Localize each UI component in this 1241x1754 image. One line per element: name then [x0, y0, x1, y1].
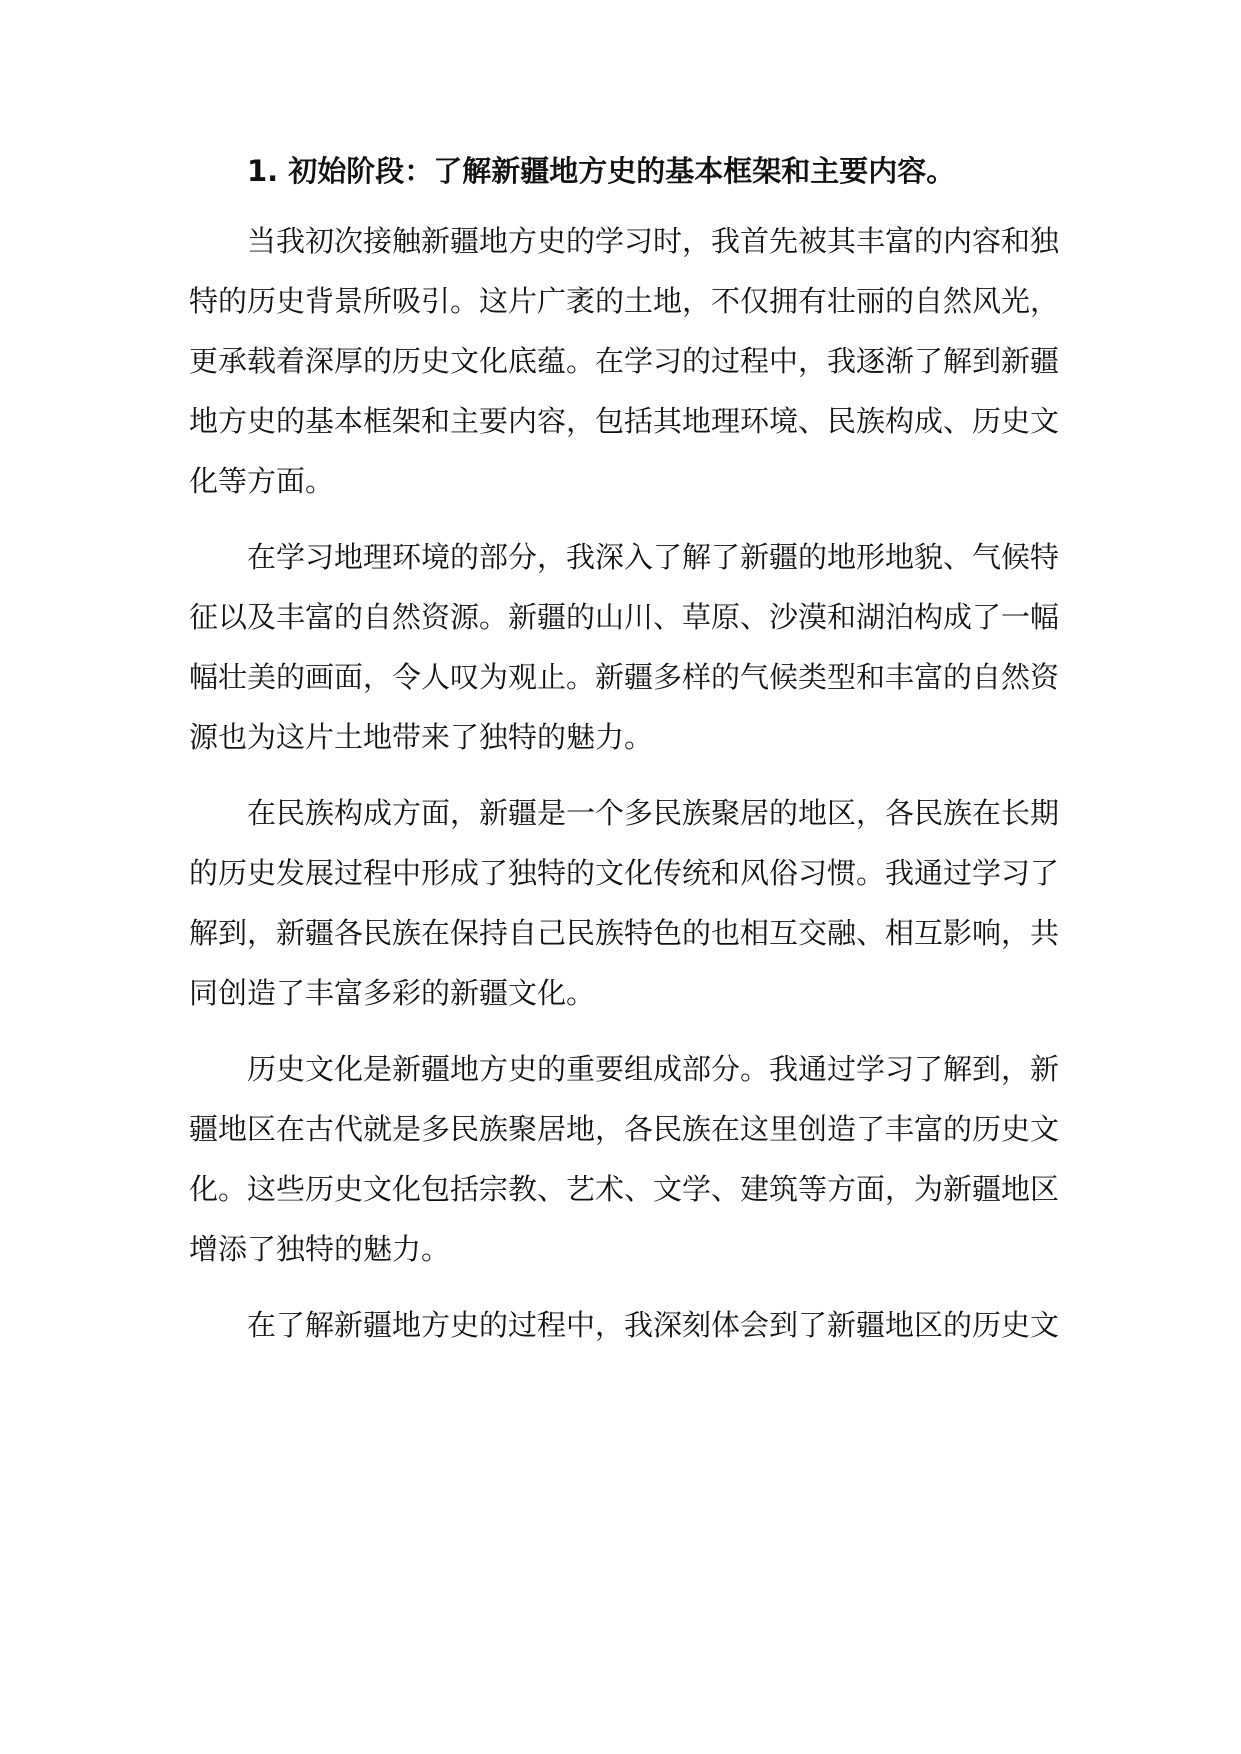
section-heading: 1. 初始阶段：了解新疆地方史的基本框架和主要内容。 — [247, 154, 956, 188]
paragraph-ethnic-composition: 在民族构成方面，新疆是一个多民族聚居的地区，各民族在长期的历史发展过程中形成了独特的文化传统和风俗习惯。我通过学习了解到，新疆各民族在保持自己民族特色的也相互交融、相互影响，共同创造了丰富多彩的新疆文化。 — [189, 796, 1060, 1010]
paragraph-reflection: 在了解新疆地方史的过程中，我深刻体会到了新疆地区的历史文 — [247, 1308, 1060, 1342]
paragraph-intro: 当我初次接触新疆地方史的学习时，我首先被其丰富的内容和独特的历史背景所吸引。这片广袤的土地，不仅拥有壮丽的自然风光，更承载着深厚的历史文化底蕴。在学习的过程中，我逐渐了解到新疆地方史的基本框架和主要内容，包括其地理环境、民族构成、历史文化等方面。 — [189, 224, 1060, 498]
paragraph-history-culture: 历史文化是新疆地方史的重要组成部分。我通过学习了解到，新疆地区在古代就是多民族聚居地，各民族在这里创造了丰富的历史文化。这些历史文化包括宗教、艺术、文学、建筑等方面，为新疆地区增添了独特的魅力。 — [189, 1052, 1060, 1266]
document-body — [189, 141, 1059, 1355]
paragraph-geography: 在学习地理环境的部分，我深入了解了新疆的地形地貌、气候特征以及丰富的自然资源。新疆的山川、草原、沙漠和湖泊构成了一幅幅壮美的画面，令人叹为观止。新疆多样的气候类型和丰富的自然资源也为这片土地带来了独特的魅力。 — [189, 540, 1060, 754]
